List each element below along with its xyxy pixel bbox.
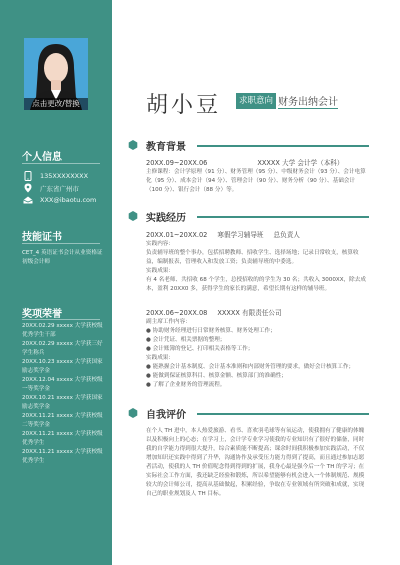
candidate-name: 胡小豆 <box>146 93 222 118</box>
education-courses: 主修课程：会计学原理（91 分）、财务管理（95 分）、中级财务会计（93 分）、会计电算化（95 分）、成本会计（94 分）、管理会计（90 分）、财务分析（90 分）、基础会计（100 分）、银行会计（88 分）等。 <box>146 169 366 193</box>
experience-1-org: 寒假学习辅导班 <box>217 231 264 239</box>
location-row <box>22 182 108 194</box>
experience-1-date: 20XX.01~20XX.02 <box>146 231 208 239</box>
personal-info-title: 个人信息 <box>22 152 62 163</box>
evaluation-rule <box>197 413 369 415</box>
phone-row <box>22 170 108 182</box>
award-item: 20XX.12.04 xxxxx 大学获校级一等奖学金 <box>22 377 103 392</box>
education-headline <box>146 158 368 168</box>
skills-text: CET_4 英语证书会计从业资格证初级会计师 <box>22 250 103 265</box>
evaluation-header <box>128 406 186 420</box>
job-intent-label: 求职意向 <box>236 93 276 109</box>
experience-2-headline <box>146 308 368 318</box>
location-text: 广东省广州市 <box>40 184 79 193</box>
job-position: 财务出纳会计 <box>278 93 338 109</box>
skills-divider <box>22 243 100 244</box>
experience-2-role: 副主席工作内容： <box>146 319 191 325</box>
evaluation-title: 自我评价 <box>146 409 186 421</box>
experience-2-org: XXXXX 有限责任公司 <box>217 309 282 317</box>
hexagon-icon <box>128 408 138 418</box>
education-date: 20XX.09~20XX.06 <box>146 159 208 167</box>
phone-text: 135XXXXXXXX <box>40 172 89 180</box>
experience-entry-1 <box>146 230 368 294</box>
experience-1-headline <box>146 230 368 240</box>
profile-photo[interactable] <box>24 38 88 110</box>
experience-2-item: ● 会计账簿的登记、打印相关表格等工作； <box>146 346 254 352</box>
email-row <box>22 194 108 206</box>
photo-change-caption[interactable]: 点击更改/替换 <box>24 98 88 110</box>
award-item: 20XX.11.21 xxxxx 大学获校级优秀学生 <box>22 431 103 446</box>
evaluation-text: 在个人 TH 进中，本人热爱旅游、看书、喜欢羽毛球等有氧运动，使我拥有了健康的体魄以及积极向上的心态；在学习上，会计学专业学习使我的专业知识有了很好的储备，同时我的自学能力得到很大提升，综合素质能不断提高；课余时间我积极参加实践活动，不仅增加知识还实践中得到了升华，沟通协作及承受压力能力得到了提高，而且通过参加志愿者活动，使我的人 TH 价值呢念得到得到的扩展，我身心最是强今后一个 TH 的学习；在实际社会工作方面，我还缺乏经验和锻炼，所以希望能够有机会进入一个体制规范、规模较大的会计师公司，提高从基础做起，积累经验，争取在专业领域有所突破和成就，实现自己的职业规划及人 TH 目标。 <box>146 428 365 497</box>
experience-header <box>128 209 186 223</box>
experience-1-role: 总负责人 <box>273 231 300 239</box>
award-item: 20XX.10.23 xxxxx 大学获国家励志奖学金 <box>22 359 103 374</box>
email-text: XXX@ibaotu.com <box>40 196 97 204</box>
education-title: 教育背景 <box>146 141 186 153</box>
email-icon <box>22 194 34 206</box>
experience-2-result: ● 能熟握会计基本制度、会计基本准则和内部财务管理的要求，做好会计核算工作； <box>146 364 355 370</box>
award-item: 20XX.11.21 xxxxx 大学获校级二等奖学金 <box>22 413 103 428</box>
experience-2-result: ● 能做到保证核算科目、核算金额、核算部门的准确性； <box>146 373 287 379</box>
experience-title: 实践经历 <box>146 212 186 224</box>
location-icon <box>22 182 34 194</box>
experience-2-sub: 实践成果： <box>146 355 174 361</box>
experience-entry-2 <box>146 308 368 390</box>
experience-rule <box>197 216 369 218</box>
experience-2-item: ● 会计凭证、相关票据的整理； <box>146 337 226 343</box>
award-item: 20XX.11.21 xxxxx 大学获校级优秀学生 <box>22 449 103 464</box>
awards-title: 奖项荣誉 <box>22 309 62 320</box>
hexagon-icon <box>128 211 138 221</box>
experience-2-item: ● 协助财务经理进行日常财务核算、财务处理工作； <box>146 328 276 334</box>
phone-icon <box>22 170 34 182</box>
awards-list <box>22 322 106 466</box>
experience-2-result: ● 了解了企业财务的管理流程。 <box>146 382 226 388</box>
experience-1-text1: 负责辅导班的整个事办，包括招聘教师、招收学生、选择场地；记录日常收支，核算收益，编制报表，管理收入和发放工资；负责辅导班的中委选。 <box>146 250 359 265</box>
award-item: 20XX.02.29 xxxxx 大学获三好学生称兵 <box>22 341 103 356</box>
award-item: 20XX.10.21 xxxxx 大学获国家励志奖学金 <box>22 395 103 410</box>
education-rule <box>197 145 369 147</box>
experience-1-sub1: 实践内容： <box>146 241 174 247</box>
experience-2-date: 20XX.06~20XX.08 <box>146 309 208 317</box>
hexagon-icon <box>128 140 138 150</box>
personal-info-divider <box>22 163 100 164</box>
sidebar <box>0 0 112 565</box>
award-item: 20XX.02.29 xxxxx 大学获校级优秀学生干部 <box>22 323 103 338</box>
skills-title: 技能证书 <box>22 232 62 243</box>
job-intent <box>236 93 338 109</box>
education-school: XXXXX 大学 会计学（本科） <box>257 159 344 167</box>
awards-divider <box>22 319 100 320</box>
education-block <box>146 158 368 195</box>
education-header <box>128 138 186 152</box>
experience-1-text2: 有 4 名老师、共招收 68 个学生，总授招收的的学生为 30 名；共收入 3000XX，除去成本，盈利 20XX0 多，获得学生的家长的满意，希望长期有这样的辅导班。 <box>146 277 366 292</box>
experience-1-sub2: 实践成果： <box>146 268 174 274</box>
